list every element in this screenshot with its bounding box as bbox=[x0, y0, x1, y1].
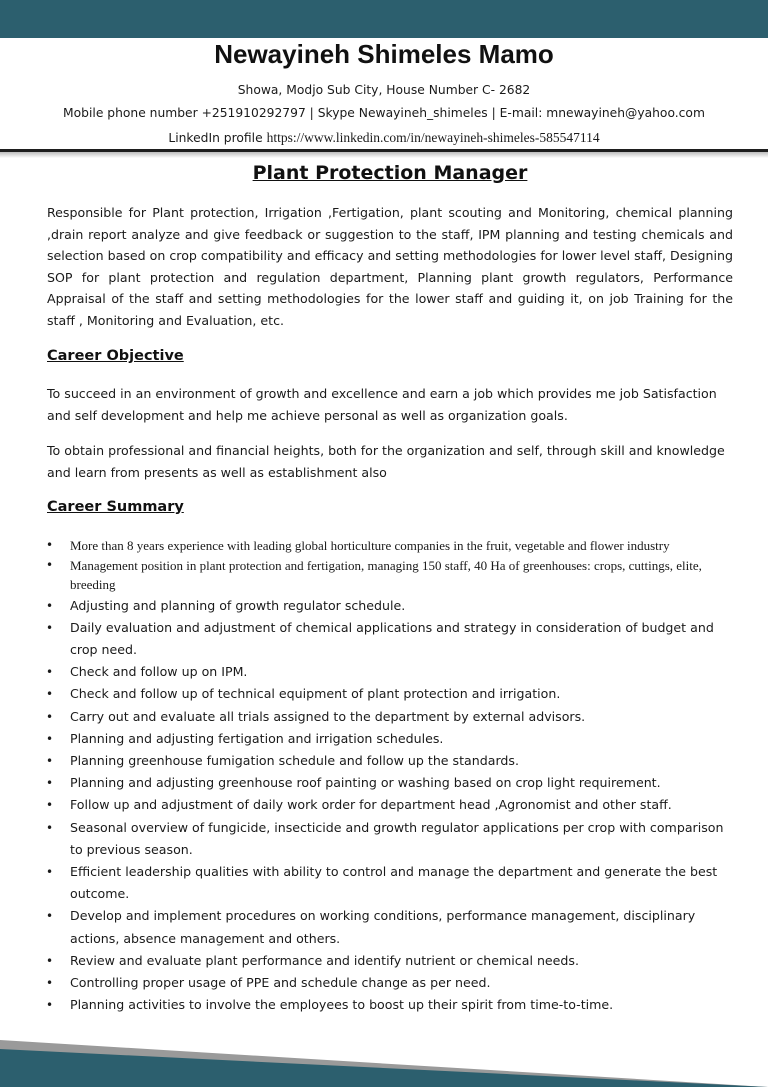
list-item: • More than 8 years experience with leading global horticulture companies in the fruit, vegetable and flower industry bbox=[0, 536, 768, 556]
career-summary-list bbox=[0, 536, 768, 1016]
list-item: • Review and evaluate plant performance and identify nutrient or chemical needs. bbox=[0, 950, 768, 972]
list-item: • Daily evaluation and adjustment of chemical applications and strategy in consideration of budget and crop need. bbox=[0, 617, 768, 661]
list-item: • Check and follow up of technical equipment of plant protection and irrigation. bbox=[0, 683, 768, 705]
address-line: Showa, Modjo Sub City, House Number C- 2682 bbox=[237, 83, 531, 97]
linkedin-line bbox=[0, 130, 768, 146]
list-item: • Follow up and adjustment of daily work order for department head ,Agronomist and other staff. bbox=[0, 794, 768, 816]
list-item: • Develop and implement procedures on working conditions, performance management, disciplinary actions, absence management and others. bbox=[0, 905, 768, 949]
header-band bbox=[0, 0, 768, 38]
career-objective-heading: Career Objective bbox=[47, 348, 184, 364]
objective-paragraph: To obtain professional and financial heights, both for the organization and self, through skill and knowledge and learn from presents as well as establishment also bbox=[47, 443, 725, 480]
footer-decoration bbox=[0, 1027, 768, 1087]
list-item: • Planning and adjusting fertigation and irrigation schedules. bbox=[0, 728, 768, 750]
list-item: • Controlling proper usage of PPE and schedule change as per need. bbox=[0, 972, 768, 994]
list-item: • Check and follow up on IPM. bbox=[0, 661, 768, 683]
list-item: • Planning activities to involve the employees to boost up their spirit from time-to-time. bbox=[0, 994, 768, 1016]
list-item: • Seasonal overview of fungicide, insecticide and growth regulator applications per crop with comparison to previous season. bbox=[0, 817, 768, 861]
linkedin-label: LinkedIn profile bbox=[168, 131, 267, 145]
list-item: • Adjusting and planning of growth regulator schedule. bbox=[0, 595, 768, 617]
candidate-name: Newayineh Shimeles Mamo bbox=[214, 39, 554, 69]
list-item: • Planning and adjusting greenhouse roof painting or washing based on crop light requirement. bbox=[0, 772, 768, 794]
job-title: Plant Protection Manager bbox=[252, 162, 528, 184]
career-summary-heading: Career Summary bbox=[47, 499, 184, 515]
objective-paragraph: To succeed in an environment of growth and excellence and earn a job which provides me job Satisfaction and self development and help me achieve personal as well as organization goals. bbox=[47, 386, 717, 423]
list-item: • Carry out and evaluate all trials assigned to the department by external advisors. bbox=[0, 706, 768, 728]
linkedin-url[interactable]: https://www.linkedin.com/in/newayineh-shimeles-585547114 bbox=[266, 130, 600, 145]
list-item: • Planning greenhouse fumigation schedule and follow up the standards. bbox=[0, 750, 768, 772]
list-item: • Efficient leadership qualities with ability to control and manage the department and generate the best outcome. bbox=[0, 861, 768, 905]
list-item: • Management position in plant protection and fertigation, managing 150 staff, 40 Ha of greenhouses: crops, cuttings, elite, breeding bbox=[0, 556, 768, 595]
intro-paragraph: Responsible for Plant protection, Irrigation ,Fertigation, plant scouting and Monitoring, chemical planning ,drain report analyze and give feedback or suggestion to the staff, IPM planning and testing chemicals and selection based on crop compatibility and efficacy and setting methodologies for lower level staff, Designing SOP for plant protection and regulation department, Planning plant growth regulators, Performance Appraisal of the staff and setting methodologies for the lower staff and guiding it, on job Training for the staff , Monitoring and Evaluation, etc. bbox=[47, 205, 733, 328]
contact-line: Mobile phone number +251910292797 | Skype Newayineh_shimeles | E-mail: mnewayineh@yahoo.com bbox=[63, 106, 705, 120]
header-shadow bbox=[0, 152, 768, 158]
